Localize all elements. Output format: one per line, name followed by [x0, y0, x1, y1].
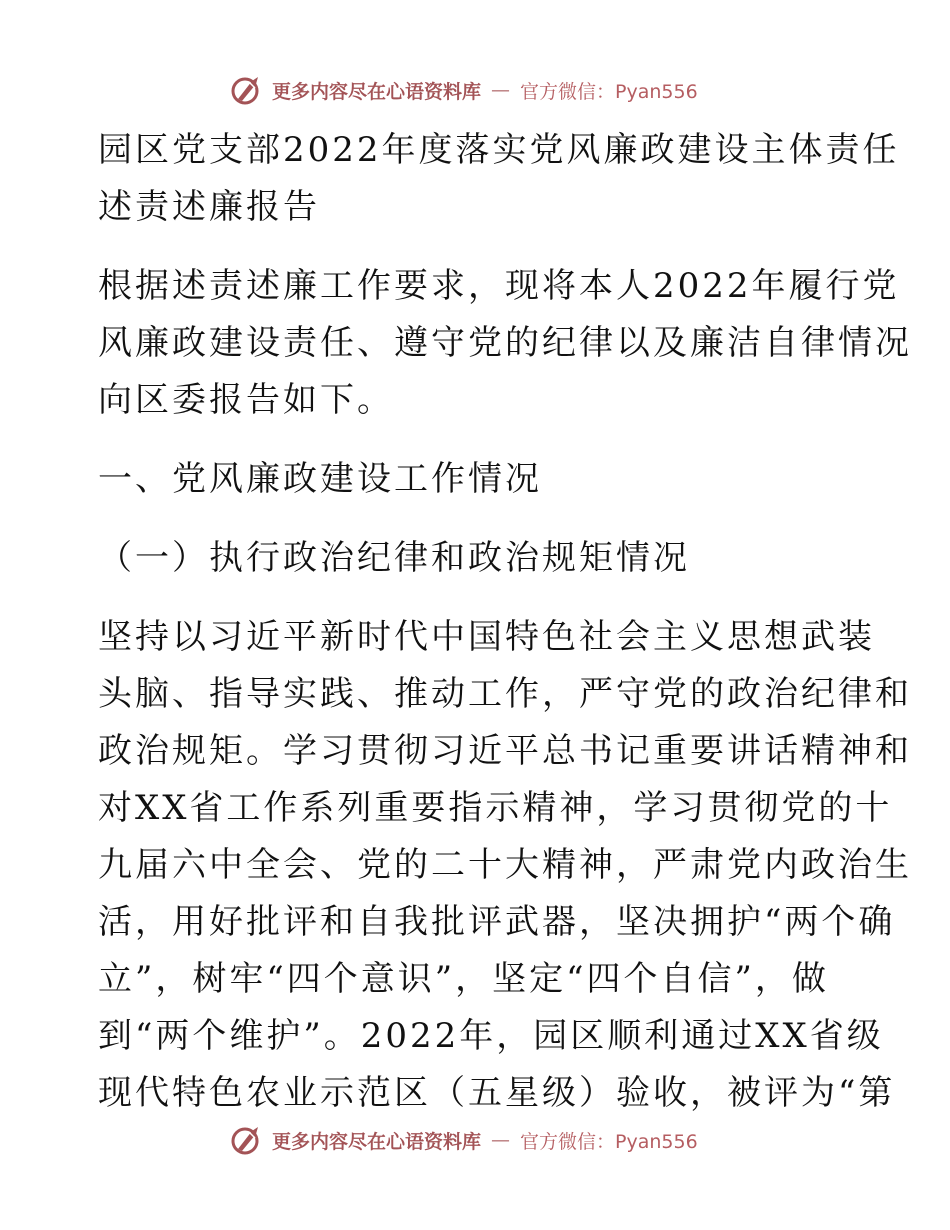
body-line-6: 活，用好批评和自我批评武器，坚决拥护“两个确 [98, 902, 896, 942]
document-title-line-1: 园区党支部2022年度落实党风廉政建设主体责任 [98, 130, 900, 170]
watermark-banner-bottom [230, 1120, 730, 1160]
pen-nib-logo-icon [230, 73, 264, 107]
watermark-site-text: 更多内容尽在心语资料库 [272, 80, 482, 103]
watermark-banner-top [230, 70, 730, 110]
intro-line-3: 向区委报告如下。 [98, 380, 394, 420]
document-body [98, 122, 912, 1122]
intro-line-1: 根据述责述廉工作要求，现将本人2022年履行党 [98, 266, 900, 306]
watermark-wechat-text: 官方微信：Pyan556 [520, 80, 698, 103]
body-line-1: 坚持以习近平新时代中国特色社会主义思想武装 [98, 617, 875, 657]
body-line-3: 政治规矩。学习贯彻习近平总书记重要讲话精神和 [98, 731, 912, 771]
subsection-heading: （一）执行政治纪律和政治规矩情况 [98, 538, 690, 578]
body-line-7: 立”，树牢“四个意识”，坚定“四个自信”，做 [98, 959, 829, 999]
body-line-8: 到“两个维护”。2022年，园区顺利通过XX省级 [98, 1016, 884, 1056]
body-line-5: 九届六中全会、党的二十大精神，严肃党内政治生 [98, 845, 912, 885]
body-line-2: 头脑、指导实践、推动工作，严守党的政治纪律和 [98, 674, 912, 714]
document-title-line-2: 述责述廉报告 [98, 187, 320, 227]
section-heading: 一、党风廉政建设工作情况 [98, 459, 542, 499]
watermark-wechat-text: 官方微信：Pyan556 [520, 1130, 698, 1153]
watermark-dash: — [491, 79, 511, 101]
intro-line-2: 风廉政建设责任、遵守党的纪律以及廉洁自律情况 [98, 323, 912, 363]
watermark-dash: — [491, 1129, 511, 1151]
pen-nib-logo-icon [230, 1123, 264, 1157]
watermark-site-text: 更多内容尽在心语资料库 [272, 1130, 482, 1153]
body-line-4: 对XX省工作系列重要指示精神，学习贯彻党的十 [98, 788, 893, 828]
body-line-9: 现代特色农业示范区（五星级）验收，被评为“第 [98, 1073, 896, 1113]
